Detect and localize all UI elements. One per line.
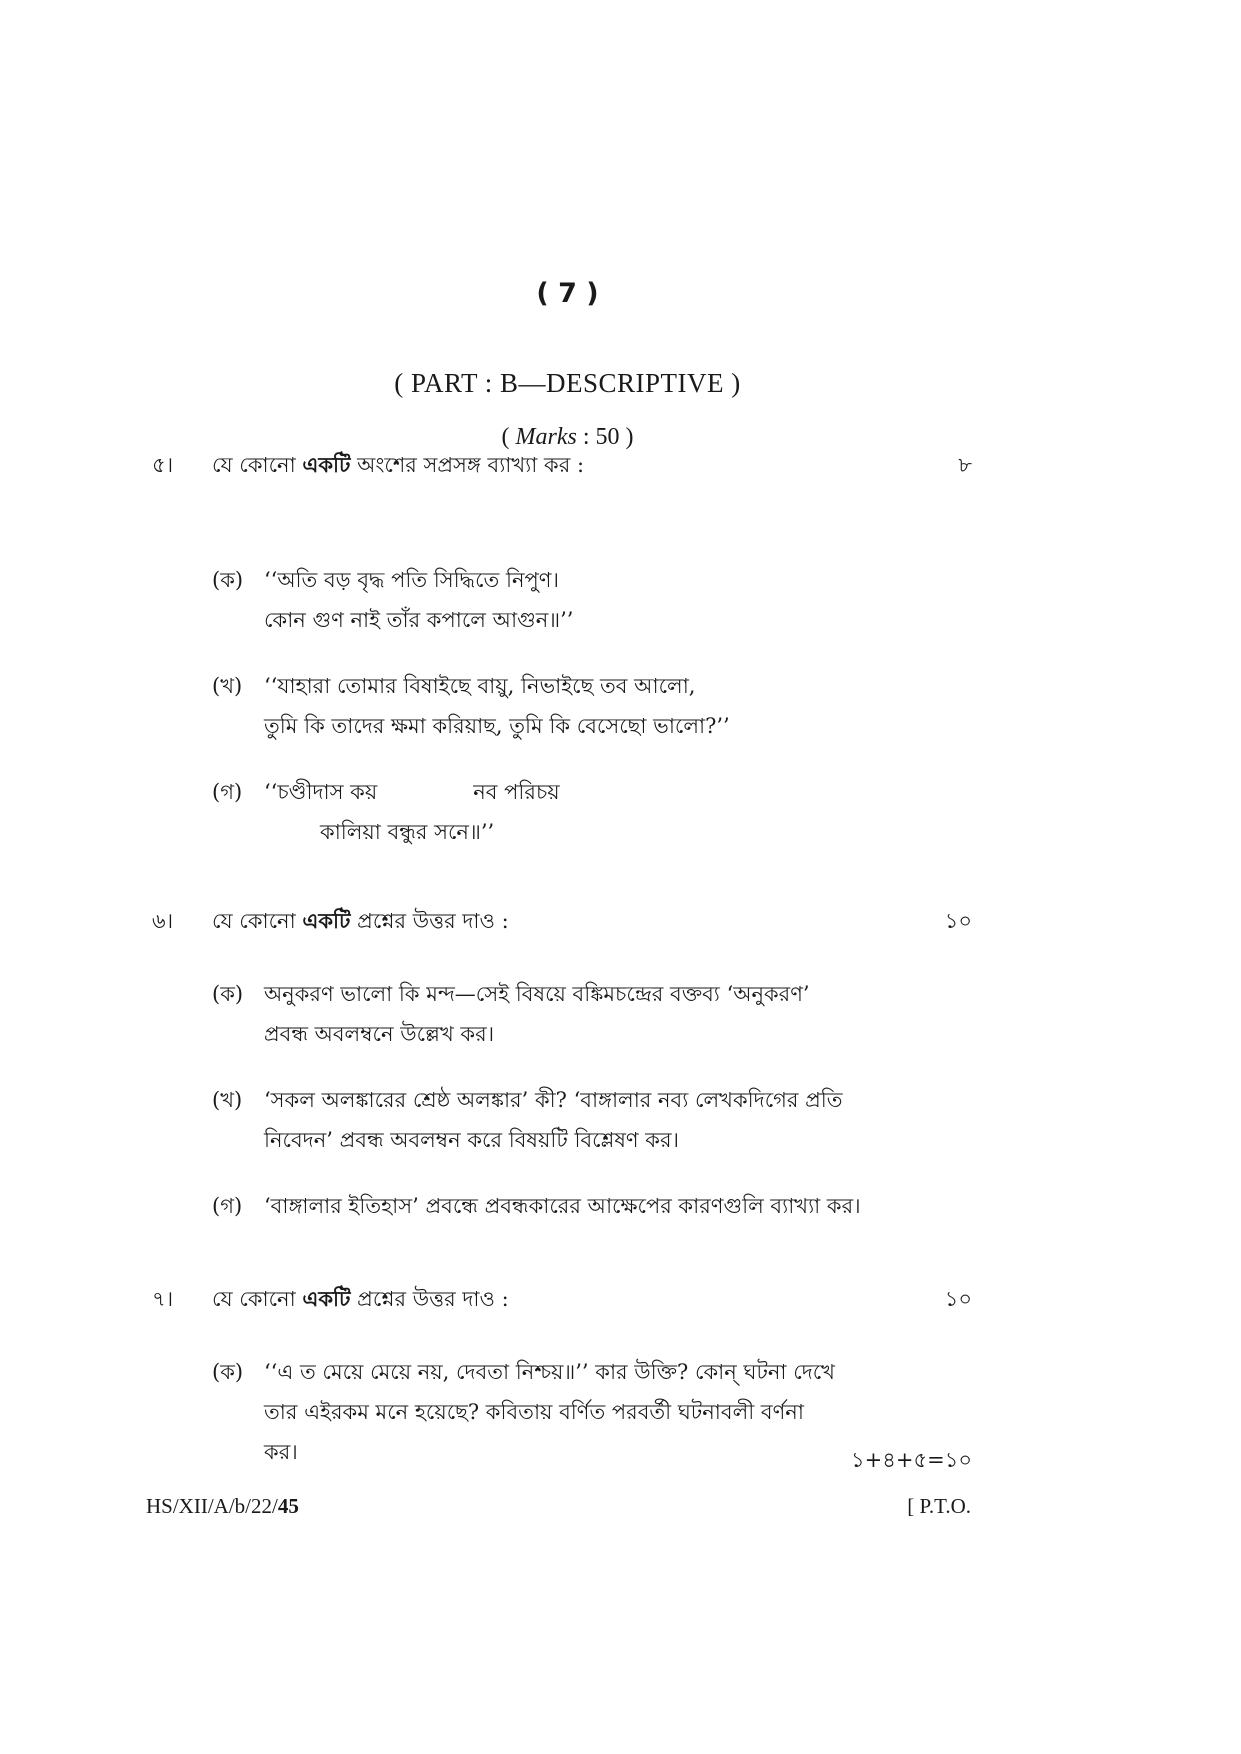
part-label: (খ) [212,674,243,698]
part-line: কালিয়া বন্ধুর সনে॥’’ [320,820,495,844]
question-marks: ১০ [944,1287,972,1311]
part-label: (ক) [212,1360,244,1384]
marks-breakdown: ১+৪+৫=১০ [851,1448,972,1472]
pto-marker: [ P.T.O. [907,1494,971,1518]
part-line: তুমি কি তাদের ক্ষমা করিয়াছ, তুমি কি বেসেছো ভালো?’’ [264,714,730,738]
part-heading: ( PART : B—DESCRIPTIVE ) [394,368,741,398]
part-label: (গ) [212,780,243,804]
page-number: ( 7 ) [536,278,599,309]
part-label: (খ) [212,1088,243,1112]
part-line: প্রবন্ধ অবলম্বনে উল্লেখ কর। [264,1022,495,1046]
question-marks: ১০ [944,909,972,933]
part-line: অনুকরণ ভালো কি মন্দ—সেই বিষয়ে বঙ্কিমচন্দ্রের বক্তব্য ‘অনুকরণ’ [264,982,810,1006]
part-line: ‘‘অতি বড় বৃদ্ধ পতি সিদ্ধিতে নিপুণ। [264,568,559,592]
question-number: ৬। [152,909,174,933]
question-6-heading [152,904,972,938]
question-number: ৫। [152,453,174,477]
question-7-heading [152,1282,972,1316]
part-line: কোন গুণ নাই তাঁর কপালে আগুন॥’’ [264,608,574,632]
part-line: কর। [264,1440,298,1464]
part-label: (ক) [212,982,244,1006]
marks-value: : 50 [582,424,620,450]
part-label: (গ) [212,1194,243,1218]
part-label: (ক) [212,568,244,592]
part-line: ‘‘এ ত মেয়ে মেয়ে নয়, দেবতা নিশ্চয়॥’’ কার উক্তি? কোন্ ঘটনা দেখে [264,1360,835,1384]
question-marks: ৮ [958,453,972,477]
part-line: ‘বাঙ্গালার ইতিহাস’ প্রবন্ধে প্রবন্ধকারের আক্ষেপের কারণগুলি ব্যাখ্যা কর। [264,1194,861,1218]
paper-code: HS/XII/A/b/22/45 [146,1494,299,1518]
part-line: ‘‘যাহারা তোমার বিষাইছে বায়ু, নিভাইছে তব আলো, [264,674,696,698]
marks-open: ( [501,424,510,450]
part-line: ‘‘চণ্ডীদাস কয় নব পরিচয় [264,780,560,804]
marks-close: ) [625,424,634,450]
question-number: ৭। [152,1287,174,1311]
question-instruction: যে কোনো একটি প্রশ্নের উত্তর দাও : [212,1286,509,1311]
question-instruction: যে কোনো একটি প্রশ্নের উত্তর দাও : [212,908,509,933]
part-line: তার এইরকম মনে হয়েছে? কবিতায় বর্ণিত পরবর্তী ঘটনাবলী বর্ণনা [264,1400,804,1424]
part-line: নিবেদন’ প্রবন্ধ অবলম্বন করে বিষয়টি বিশ্লেষণ কর। [264,1128,680,1152]
marks-label: Marks [515,424,577,450]
question-instruction: যে কোনো একটি অংশের সপ্রসঙ্গ ব্যাখ্যা কর : [212,452,585,477]
part-line: ‘সকল অলঙ্কারের শ্রেষ্ঠ অলঙ্কার’ কী? ‘বাঙ্গালার নব্য লেখকদিগের প্রতি [264,1088,843,1112]
question-5-heading [152,448,972,482]
marks-line [0,424,1135,451]
